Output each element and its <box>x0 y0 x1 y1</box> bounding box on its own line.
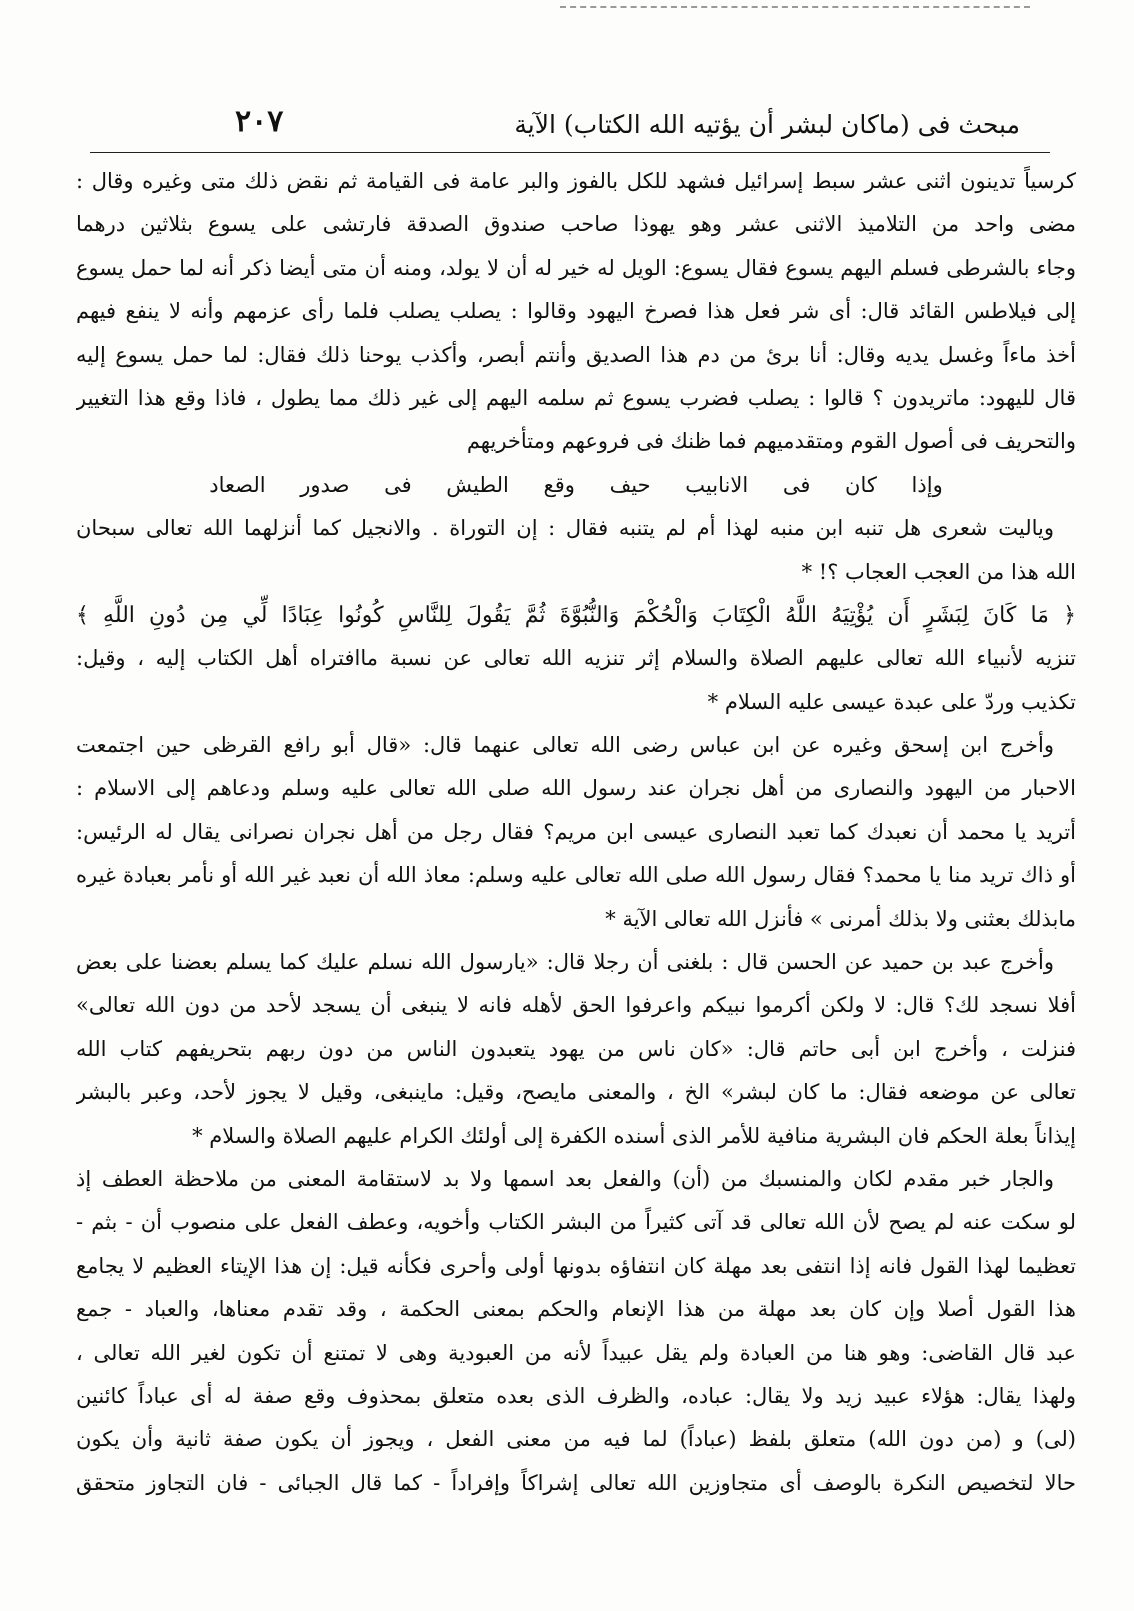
scan-top-edge <box>560 6 1030 8</box>
header-rule <box>90 152 1050 153</box>
text-line: أو ذاك تريد منا يا محمد؟ فقال رسول الله صلى الله تعالى عليه وسلم: معاذ الله أن نعبد غير الله أو نأمر بعبادة غيره <box>76 863 1076 888</box>
text-line: الله هذا من العجب العجاب ؟! * <box>801 559 1076 584</box>
text-line: أتريد يا محمد أن نعبدك كما تعبد النصارى عيسى ابن مريم؟ فقال رجل من أهل نجران نصرانى يقال له الرئيس: <box>76 819 1076 844</box>
text-line: حالا لتخصيص النكرة بالوصف أى متجاوزين الله تعالى إشراكاً وإفراداً - كما قال الجبائى - فان التجاوز متحقق <box>76 1470 1076 1495</box>
text-line: قال لليهود: ماتريدون ؟ قالوا : يصلب فضرب يسوع ثم سلمه اليهم إلى غير ذلك مما يطول ، فاذا وقع هذا التغيير <box>76 385 1076 410</box>
page-header <box>60 104 1060 154</box>
text-line: ولهذا يقال: هؤلاء عبيد زيد ولا يقال: عباده، والظرف الذى بعده متعلق بمحذوف وقع صفة له أى عباداً كائنين <box>76 1383 1076 1408</box>
text-line: مابذلك بعثنى ولا بذلك أمرنى » فأنزل الله تعالى الآية * <box>605 906 1076 931</box>
text-line: فنزلت ، وأخرج ابن أبى حاتم قال: «كان ناس من يهود يتعبدون الناس من دون ربهم بتحريفهم كتاب الله <box>76 1036 1076 1061</box>
text-line: وياليت شعرى هل تنبه ابن منبه لهذا أم لم يتنبه فقال : إن التوراة . والانجيل كما أنزلهما الله تعالى سبحان <box>76 516 1054 541</box>
text-line: الاحبار من اليهود والنصارى من أهل نجران عند رسول الله صلى الله تعالى عليه وسلم ودعاهم إلى الاسلام : <box>76 776 1076 801</box>
text-line: عبد قال القاضى: وهو هنا من العبادة ولم يقل عبيداً لأنه من العبودية وهى لا تمتنع أن تكون لغير الله تعالى ، <box>76 1340 1076 1365</box>
text-line: أخذ ماءاً وغسل يديه وقال: أنا برئ من دم هذا الصديق وأنتم أبصر، وأكذب يوحنا ذلك فقال: لما حمل يسوع إليه <box>76 342 1076 367</box>
text-line: مضى واحد من التلاميذ الاثنى عشر وهو يهوذا صاحب صندوق الصدقة فارتشى على يسوع بثلاثين درهما <box>76 212 1076 237</box>
text-line: لو سكت عنه لم يصح لأن الله تعالى قد آتى كثيراً من البشر الكتاب وأخويه، وعطف الفعل على منصوب أن - بثم - <box>76 1210 1076 1235</box>
text-line: إيذاناً بعلة الحكم فان البشرية منافية للأمر الذى أسنده الكفرة إلى أولئك الكرام عليهم الصلاة والسلام * <box>192 1123 1076 1148</box>
text-line: تنزيه لأنبياء الله تعالى عليهم الصلاة والسلام إثر تنزيه الله تعالى عن نسبة ماافتراه أهل الكتاب إليه ، وقيل: <box>76 646 1076 671</box>
text-line: وجاء بالشرطى فسلم اليهم يسوع فقال يسوع: الويل له خير له أن لا يولد، ومنه أن متى أيضا ذكر أنه لما حمل يسوع <box>76 255 1076 280</box>
text-line: (لى) و (من دون الله) متعلق بلفظ (عباداً) لما فيه من معنى الفعل ، ويجوز أن يكون صفة ثانية وأن يكون <box>76 1427 1076 1452</box>
text-line: تكذيب وردّ على عبدة عيسى عليه السلام * <box>707 689 1076 714</box>
text-line: كرسياً تدينون اثنى عشر سبط إسرائيل فشهد للكل بالفوز والبر عامة فى القيامة ثم نقض ذلك متى وغيره وقال : <box>76 169 1076 193</box>
text-line: إلى فيلاطس القائد قال: أى شر فعل هذا فصرخ اليهود وقالوا : يصلب يصلب فلما رأى عزمهم وأنه لا ينفع فيهم <box>76 299 1076 324</box>
text-line: والجار خبر مقدم لكان والمنسبك من (أن) والفعل بعد اسمها ولا بد لاستقامة المعنى من ملاحظة العطف إذ <box>76 1166 1054 1191</box>
text-line: هذا القول أصلا وإن كان بعد مهلة من هذا الإنعام والحكم بمعنى الحكمة ، وقد تقدم معناها، والعباد - جمع <box>76 1297 1076 1322</box>
poetry-verse-line: وإذا كان فى الانابيب حيف وقع الطيش فى صدور الصعاد <box>209 472 943 497</box>
text-line: وأخرج ابن إسحق وغيره عن ابن عباس رضى الله تعالى عنهما قال: «قال أبو رافع القرظى حين اجتمعت <box>76 733 1054 758</box>
text-line: تعالى عن موضعه فقال: ما كان لبشر» الخ ، والمعنى مايصح، وقيل: ماينبغى، وقيل لا يجوز لأحد، وعبر بالبشر <box>76 1080 1076 1105</box>
running-title: مبحث فى (ماكان لبشر أن يؤتيه الله الكتاب) الآية <box>514 110 1020 139</box>
quran-verse-line: ﴿ مَا كَانَ لِبَشَرٍ أَن يُؤْتِيَهُ اللَّهُ الْكِتَابَ وَالْحُكْمَ وَالنُّبُوَّةَ ثُمَّ يَقُولَ لِلنَّاسِ كُونُوا عِبَادًا لِّي مِن دُونِ اللَّهِ ﴾ <box>76 602 1076 628</box>
text-line: أفلا نسجد لك؟ قال: لا ولكن أكرموا نبيكم واعرفوا الحق لأهله فانه لا ينبغى أن يسجد لأحد من دون الله تعالى» <box>76 993 1076 1018</box>
text-line: وأخرج عبد بن حميد عن الحسن قال : بلغنى أن رجلا قال: «يارسول الله نسلم عليك كما يسلم بعضنا على بعض <box>76 950 1054 975</box>
page-number: ٢٠٧ <box>235 104 284 139</box>
body-text <box>76 160 1076 1505</box>
text-line: والتحريف فى أصول القوم ومتقدميهم فما ظنك فى فروعهم ومتأخريهم <box>466 429 1076 454</box>
text-line: تعظيما لهذا القول فانه إذا انتفى بعد مهلة كان انتفاؤه بدونها أولى وأحرى فكأنه قيل: إن هذا الإيتاء العظيم لا يجامع <box>76 1253 1076 1278</box>
